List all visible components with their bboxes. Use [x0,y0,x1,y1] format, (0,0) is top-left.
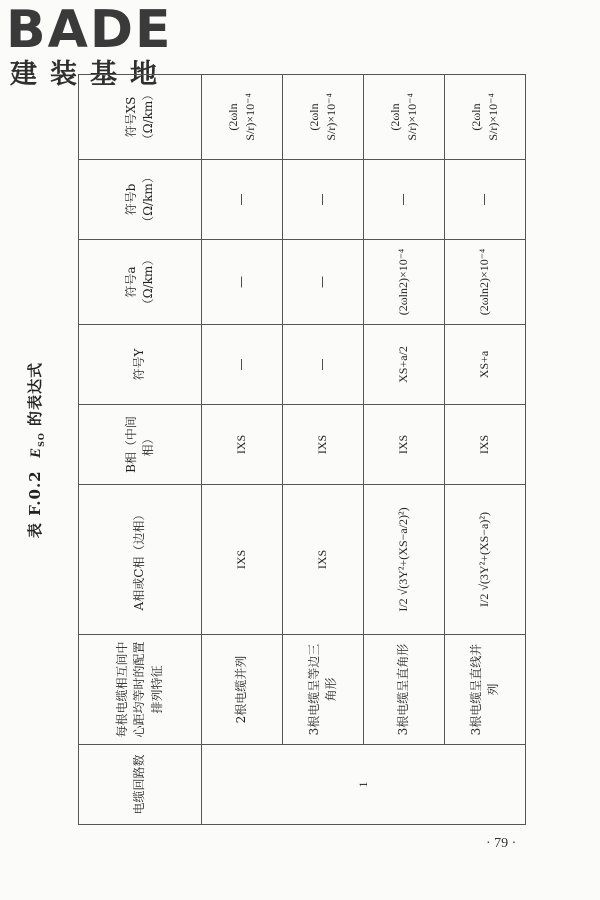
a-cell: (2ωln2)×10⁻⁴ [445,240,526,325]
a-cell: — [202,240,283,325]
b-phase-cell: IXS [283,405,364,485]
page-number: · 79 · [486,836,517,851]
header-ac-phase: A相或C相（边相） [79,485,202,635]
xs-cell: (2ωln S/r)×10⁻⁴ [202,75,283,160]
arrangement-cell: 2根电缆并列 [202,635,283,745]
table-title [24,75,46,825]
header-symbol-xs: 符号XS（Ω/km） [79,75,202,160]
header-circuit-count: 电缆回路数 [79,745,202,825]
header-b-phase: B相（中间相） [79,405,202,485]
expression-table [78,74,526,825]
header-arrangement: 每根电缆相互间中心距均等时的配置排列特征 [79,635,202,745]
arrangement-cell: 3根电缆呈等边三角形 [283,635,364,745]
y-cell: — [283,325,364,405]
y-cell: XS+a [445,325,526,405]
table-title-symbol: E [28,446,44,458]
b-phase-cell: IXS [364,405,445,485]
a-cell: — [283,240,364,325]
xs-cell: (2ωln S/r)×10⁻⁴ [283,75,364,160]
table-row [202,75,283,825]
arrangement-cell: 3根电缆呈直线并列 [445,635,526,745]
b-cell: — [202,160,283,240]
logo-wordmark: BADE [6,0,173,60]
y-cell: — [202,325,283,405]
table-title-number: 表 F.0.2 [26,470,44,539]
arrangement-cell: 3根电缆呈直角形 [364,635,445,745]
b-cell: — [283,160,364,240]
header-symbol-b: 符号b（Ω/km） [79,160,202,240]
ac-phase-cell: I/2 √(3Y²+(XS−a)²) [445,485,526,635]
table-row [364,75,445,825]
header-row [79,75,202,825]
logo-subtitle: 建装基地 [10,59,170,90]
rotated-page-content [20,75,520,825]
ac-phase-cell: IXS [283,485,364,635]
ac-phase-cell: I/2 √(3Y²+(XS−a/2)²) [364,485,445,635]
b-cell: — [364,160,445,240]
y-cell: XS+a/2 [364,325,445,405]
circuit-count-cell: 1 [202,745,526,825]
b-phase-cell: IXS [202,405,283,485]
ac-phase-cell: IXS [202,485,283,635]
b-cell: — [445,160,526,240]
table-row [283,75,364,825]
table-title-symbol-sub: SO [36,432,46,447]
xs-cell: (2ωln S/r)×10⁻⁴ [364,75,445,160]
table-row [445,75,526,825]
a-cell: (2ωln2)×10⁻⁴ [364,240,445,325]
header-symbol-a: 符号a（Ω/km） [79,240,202,325]
header-symbol-y: 符号Y [79,325,202,405]
table-title-suffix: 的表达式 [26,361,44,426]
b-phase-cell: IXS [445,405,526,485]
xs-cell: (2ωln S/r)×10⁻⁴ [445,75,526,160]
